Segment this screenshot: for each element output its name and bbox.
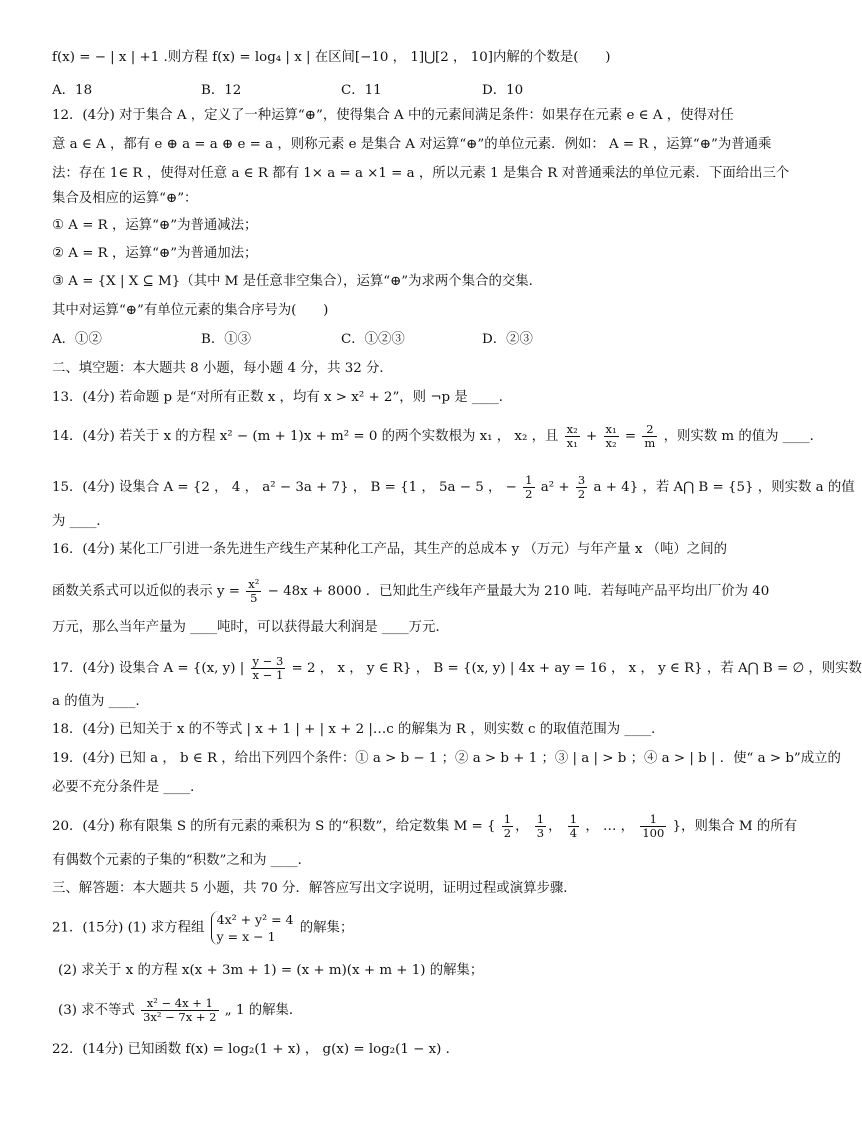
q11-option-c: C．11 bbox=[341, 83, 382, 98]
q12-line-3: 法：存在 1∈ R ，使得对任意 a ∈ R 都有 1× a = a ×1 = a ，所以元素 1 是集合 R 对普通乘法的单位元素．下面给出三个 bbox=[52, 166, 790, 181]
q12-item-2: ② A = R ，运算“⊕”为普通加法； bbox=[52, 246, 258, 261]
q18: 18．(4分) 已知关于 x 的不等式 | x + 1 | + | x + 2 |…c 的解集为 R ，则实数 c 的取值范围为 ____． bbox=[52, 722, 665, 737]
q12-line-2: 意 a ∈ A ，都有 e ⊕ a = a ⊕ e = a ，则称元素 e 是集合 A 对运算“⊕”的单位元素．例如： A = R ，运算“⊕”为普通乘 bbox=[52, 137, 772, 152]
q14-fraction-3: $\frac{2}{m}$ bbox=[644, 422, 656, 450]
q20-fraction-4: $\frac{1}{100}$ bbox=[642, 812, 665, 840]
q22: 22．(14分) 已知函数 f(x) = log₂(1 + x) ， g(x) = log₂(1 − x) ． bbox=[52, 1042, 460, 1057]
q21-part-2: (2) 求关于 x 的方程 x(x + 3m + 1) = (x + m)(x + m + 1) 的解集； bbox=[58, 963, 484, 978]
q21-part-3: (3) 求不等式 $\frac{\text{x² − 4x + 1}}{\text{3x² − 7x + 2}}$ „ 1 的解集． bbox=[58, 996, 303, 1024]
q20-line-2: 有偶数个元素的子集的“积数”之和为 ____． bbox=[52, 853, 311, 868]
q12-question: 其中对运算“⊕”有单位元素的集合序号为( ) bbox=[52, 303, 329, 318]
q17-line-2: a 的值为 ____． bbox=[52, 694, 149, 709]
q15-fraction-1: $\frac{1}{2}$ bbox=[525, 473, 533, 501]
q17-line-1: 17．(4分) 设集合 A = {(x, y) | $\frac{y - 3}{x - 1}$ = 2 ， x ， y ∈ R} ， B = {(x, y) | 4x + ay = 16 ， x ， y ∈ R} ，若 A⋂ B = ∅ ，则实数 bbox=[52, 654, 862, 682]
q12-item-1: ① A = R ，运算“⊕”为普通减法； bbox=[52, 218, 258, 233]
q16-line-2: 函数关系式可以近似的表示 y = $\frac{\text{x²}}{5}$ − 48x + 8000 ．已知此生产线年产量最大为 210 吨．若每吨产品平均出厂价为 40 bbox=[52, 577, 770, 605]
q11-stem-end: f(x) = − | x | +1 .则方程 f(x) = log₄ | x | 在区间[−10 ， 1]⋃[2 ， 10]内解的个数是( ) bbox=[52, 50, 611, 65]
q14-fraction-2: $\frac{\text{x₁}}{\text{x₂}}$ bbox=[605, 422, 617, 450]
q21-fraction: $\frac{\text{x² − 4x + 1}}{\text{3x² − 7x + 2}}$ bbox=[143, 996, 217, 1024]
q15-line-2: 为 ____． bbox=[52, 514, 110, 529]
q12-option-a: A．①② bbox=[52, 332, 102, 347]
q12-option-c: C．①②③ bbox=[341, 332, 405, 347]
q21-equation-system: 4x² + y² = 4 y = x − 1 bbox=[211, 911, 294, 945]
q20-fraction-1: $\frac{1}{2}$ bbox=[503, 812, 512, 840]
q14: 14．(4分) 若关于 x 的方程 x² − (m + 1)x + m² = 0 的两个实数根为 x₁ ， x₂ ，且 $\frac{\text{x₂}}{\text{x₁}}$ + $\frac{\text{x₁}}{\text{x₂}}$ = $\frac{2}{m}$ ，则实数 m 的值为 ____． bbox=[52, 422, 823, 450]
q19-line-1: 19．(4分) 已知 a ， b ∈ R ，给出下列四个条件：① a > b − 1 ；② a > b + 1 ；③ | a | > b ；④ a > | b | ．使“ a > b”成立的 bbox=[52, 751, 841, 766]
q13: 13．(4分) 若命题 p 是“对所有正数 x ，均有 x > x² + 2”，则 ¬p 是 ____． bbox=[52, 390, 513, 405]
q14-fraction-1: $\frac{\text{x₂}}{\text{x₁}}$ bbox=[566, 422, 578, 450]
q15: 15．(4分) 设集合 A = {2 ， 4 ， a² − 3a + 7} ， B = {1 ， 5a − 5 ， − $\frac{1}{2}$ a² + $\frac{3}{2}$ a + 4} ，若 A⋂ B = {5} ，则实数 a 的值 bbox=[52, 473, 855, 501]
section-3-heading: 三、解答题：本大题共 5 小题，共 70 分．解答应写出文字说明，证明过程或演算步骤． bbox=[52, 881, 577, 896]
q12-line-1: 12．(4分) 对于集合 A ，定义了一种运算“⊕”，使得集合 A 中的元素间满足条件：如果存在元素 e ∈ A ，使得对任 bbox=[52, 108, 734, 123]
q12-line-4: 集合及相应的运算“⊕”： bbox=[52, 191, 198, 206]
q16-fraction: $\frac{\text{x²}}{5}$ bbox=[248, 577, 260, 605]
q20-fraction-3: $\frac{1}{4}$ bbox=[569, 812, 578, 840]
q15-fraction-2: $\frac{3}{2}$ bbox=[577, 473, 586, 501]
q16-line-1: 16．(4分) 某化工厂引进一条先进生产线生产某种化工产品，其生产的总成本 y （万元）与年产量 x （吨）之间的 bbox=[52, 542, 727, 557]
q12-option-b: B．①③ bbox=[201, 332, 252, 347]
q11-option-d: D．10 bbox=[482, 83, 524, 98]
q19-line-2: 必要不充分条件是 ____． bbox=[52, 780, 204, 795]
q20-line-1: 20．(4分) 称有限集 S 的所有元素的乘积为 S 的“积数”，给定数集 M = { $\frac{1}{2}$ ， $\frac{1}{3}$ ， $\frac{1}{4}$ ， … ， $\frac{1}{100}$ }，则集合 M 的所有 bbox=[52, 812, 798, 840]
q11-option-a: A．18 bbox=[52, 83, 93, 98]
q17-fraction: $\frac{y - 3}{x - 1}$ bbox=[252, 654, 284, 682]
q16-line-3: 万元，那么当年产量为 ____吨时，可以获得最大利润是 ____万元． bbox=[52, 620, 449, 635]
q20-fraction-2: $\frac{1}{3}$ bbox=[536, 812, 545, 840]
q21-part-1: 21．(15分) (1) 求方程组 4x² + y² = 4 y = x − 1 的解集； bbox=[52, 912, 354, 944]
q11-option-b: B．12 bbox=[201, 83, 242, 98]
section-2-heading: 二、填空题：本大题共 8 小题，每小题 4 分，共 32 分． bbox=[52, 361, 393, 376]
q12-option-d: D．②③ bbox=[482, 332, 533, 347]
q12-item-3: ③ A = {X | X ⊆ M}（其中 M 是任意非空集合），运算“⊕”为求两个集合的交集． bbox=[52, 274, 543, 289]
